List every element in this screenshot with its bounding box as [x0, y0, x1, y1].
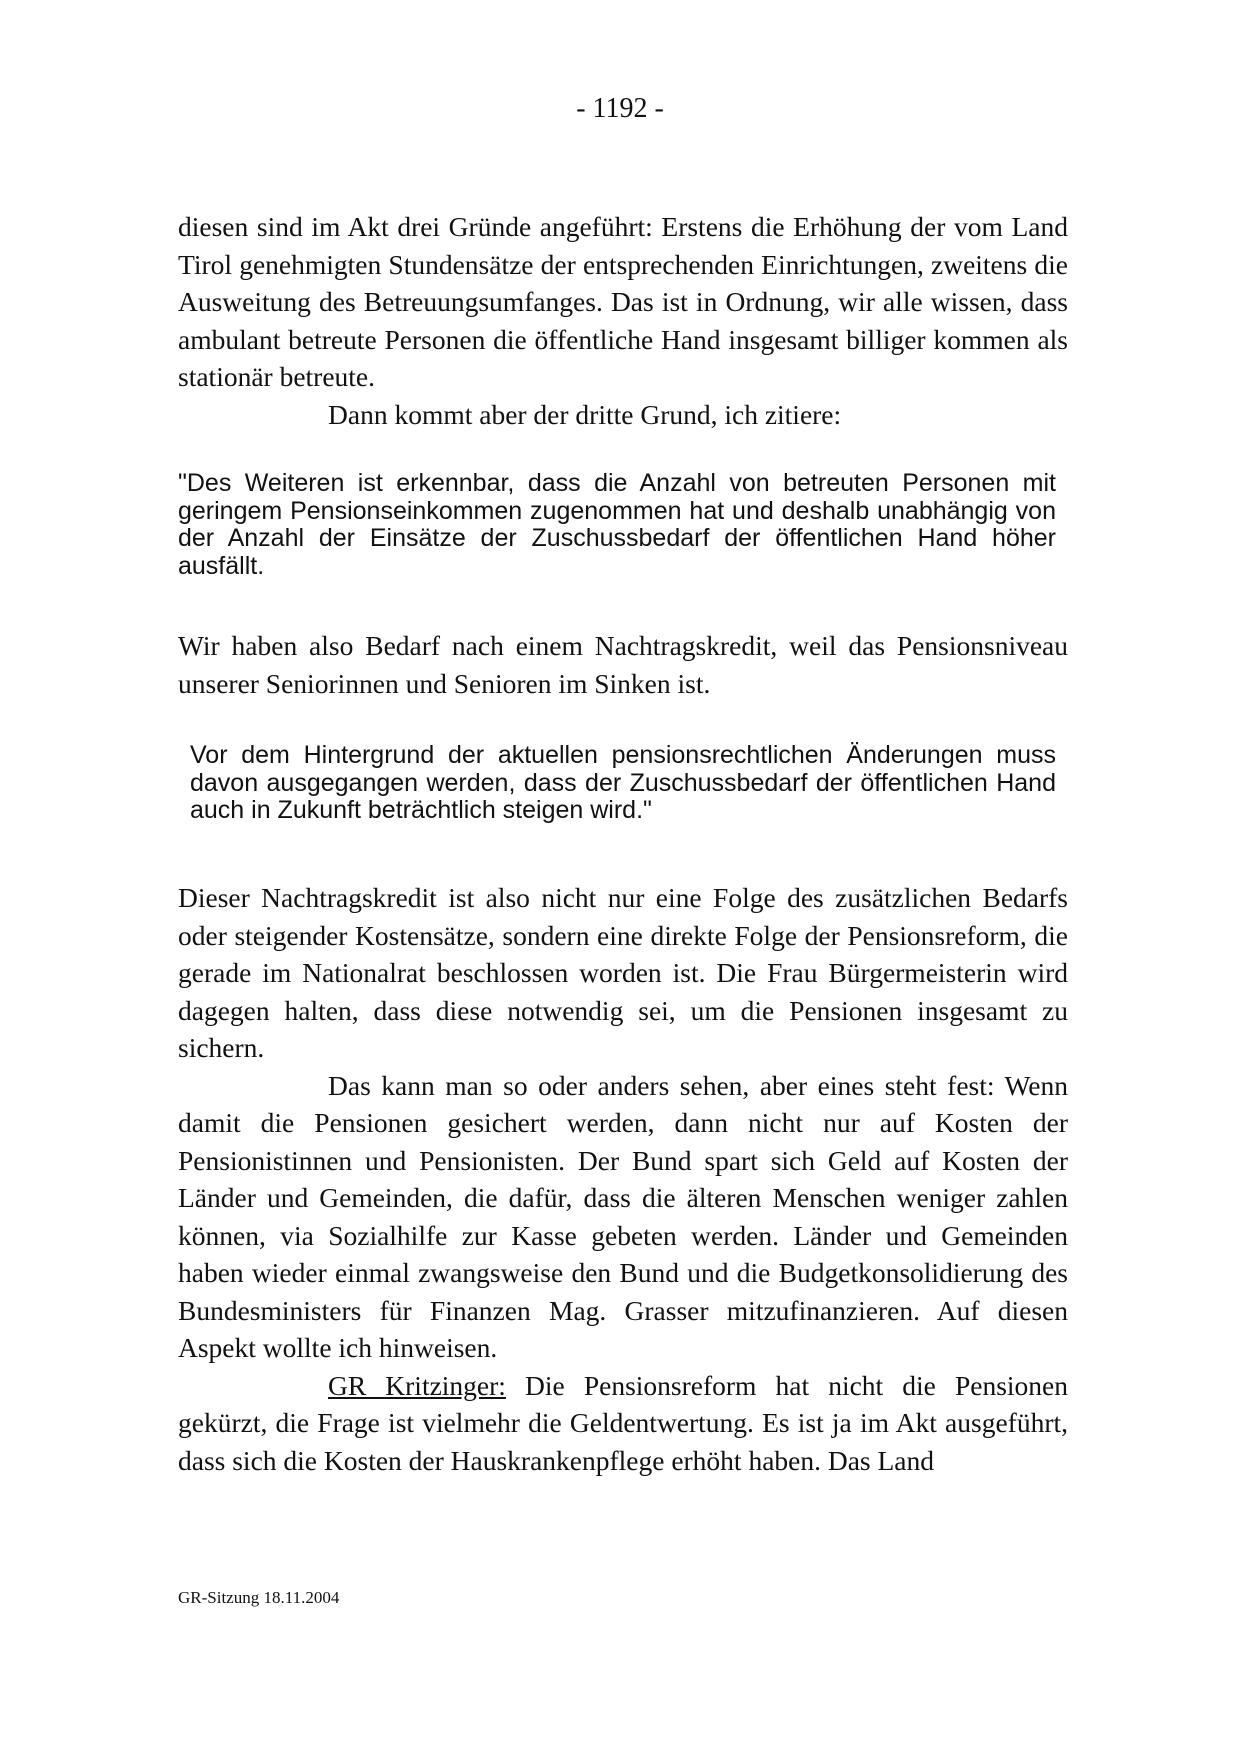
page-number: - 1192 -	[576, 93, 664, 124]
paragraph: Wir haben also Bedarf nach einem Nachtragskredit, weil das Pensionsniveau unserer Seniorinnen und Senioren im Sinken ist.	[178, 630, 1068, 699]
footer: GR-Sitzung 18.11.2004	[178, 1588, 340, 1607]
speaker-text: Die Pensionsreform hat nicht die Pensionen gekürzt, die Frage ist vielmehr die Geldentwertung. Es ist ja im Akt ausgeführt, dass sich die Kosten der Hauskrankenpflege erhöht haben. Das Land	[178, 1369, 1068, 1476]
quote-block-1: "Des Weiteren ist erkennbar, dass die Anzahl von betreuten Personen mit geringem Pensionseinkommen zugenommen hat und deshalb unabhängig von der Anzahl der Einsätze der Zuschussbedarf der öffentlichen Hand höher ausfällt.	[178, 469, 1056, 580]
speaker-name: GR Kritzinger:	[328, 1369, 506, 1401]
speaker-paragraph	[178, 1367, 1068, 1480]
paragraph-block-1	[178, 208, 1068, 433]
paragraph: Dann kommt aber der dritte Grund, ich zitiere:	[328, 398, 842, 430]
paragraph-block-2	[178, 627, 1068, 702]
quote-block-2: Vor dem Hintergrund der aktuellen pensionsrechtlichen Änderungen muss davon ausgegangen werden, dass der Zuschussbedarf der öffentlichen Hand auch in Zukunft beträchtlich steigen wird."	[190, 741, 1056, 824]
paragraph: Dieser Nachtragskredit ist also nicht nur eine Folge des zusätzlichen Bedarfs oder steigender Kostensätze, sondern eine direkte Folge der Pensionsreform, die gerade im Nationalrat beschlossen worden ist. Die Frau Bürgermeisterin wird dagegen halten, dass diese notwendig sei, um die Pensionen insgesamt zu sichern.	[178, 882, 1068, 1063]
paragraph: diesen sind im Akt drei Gründe angeführt: Erstens die Erhöhung der vom Land Tirol genehmigten Stundensätze der entsprechenden Einrichtungen, zweitens die Ausweitung des Betreuungsumfanges. Das ist in Ordnung, wir alle wissen, dass ambulant betreute Personen die öffentliche Hand insgesamt billiger kommen als stationär betreute.	[178, 211, 1068, 392]
paragraph: Das kann man so oder anders sehen, aber eines steht fest: Wenn damit die Pensionen gesichert werden, dann nicht nur auf Kosten der Pensionistinnen und Pensionisten. Der Bund spart sich Geld auf Kosten der Länder und Gemeinden, die dafür, dass die älteren Menschen weniger zahlen können, via Sozialhilfe zur Kasse gebeten werden. Länder und Gemeinden haben wieder einmal zwangsweise den Bund und die Budgetkonsolidierung des Bundesministers für Finanzen Mag. Grasser mitzufinanzieren. Auf diesen Aspekt wollte ich hinweisen.	[178, 1069, 1068, 1363]
paragraph-block-3	[178, 879, 1068, 1479]
